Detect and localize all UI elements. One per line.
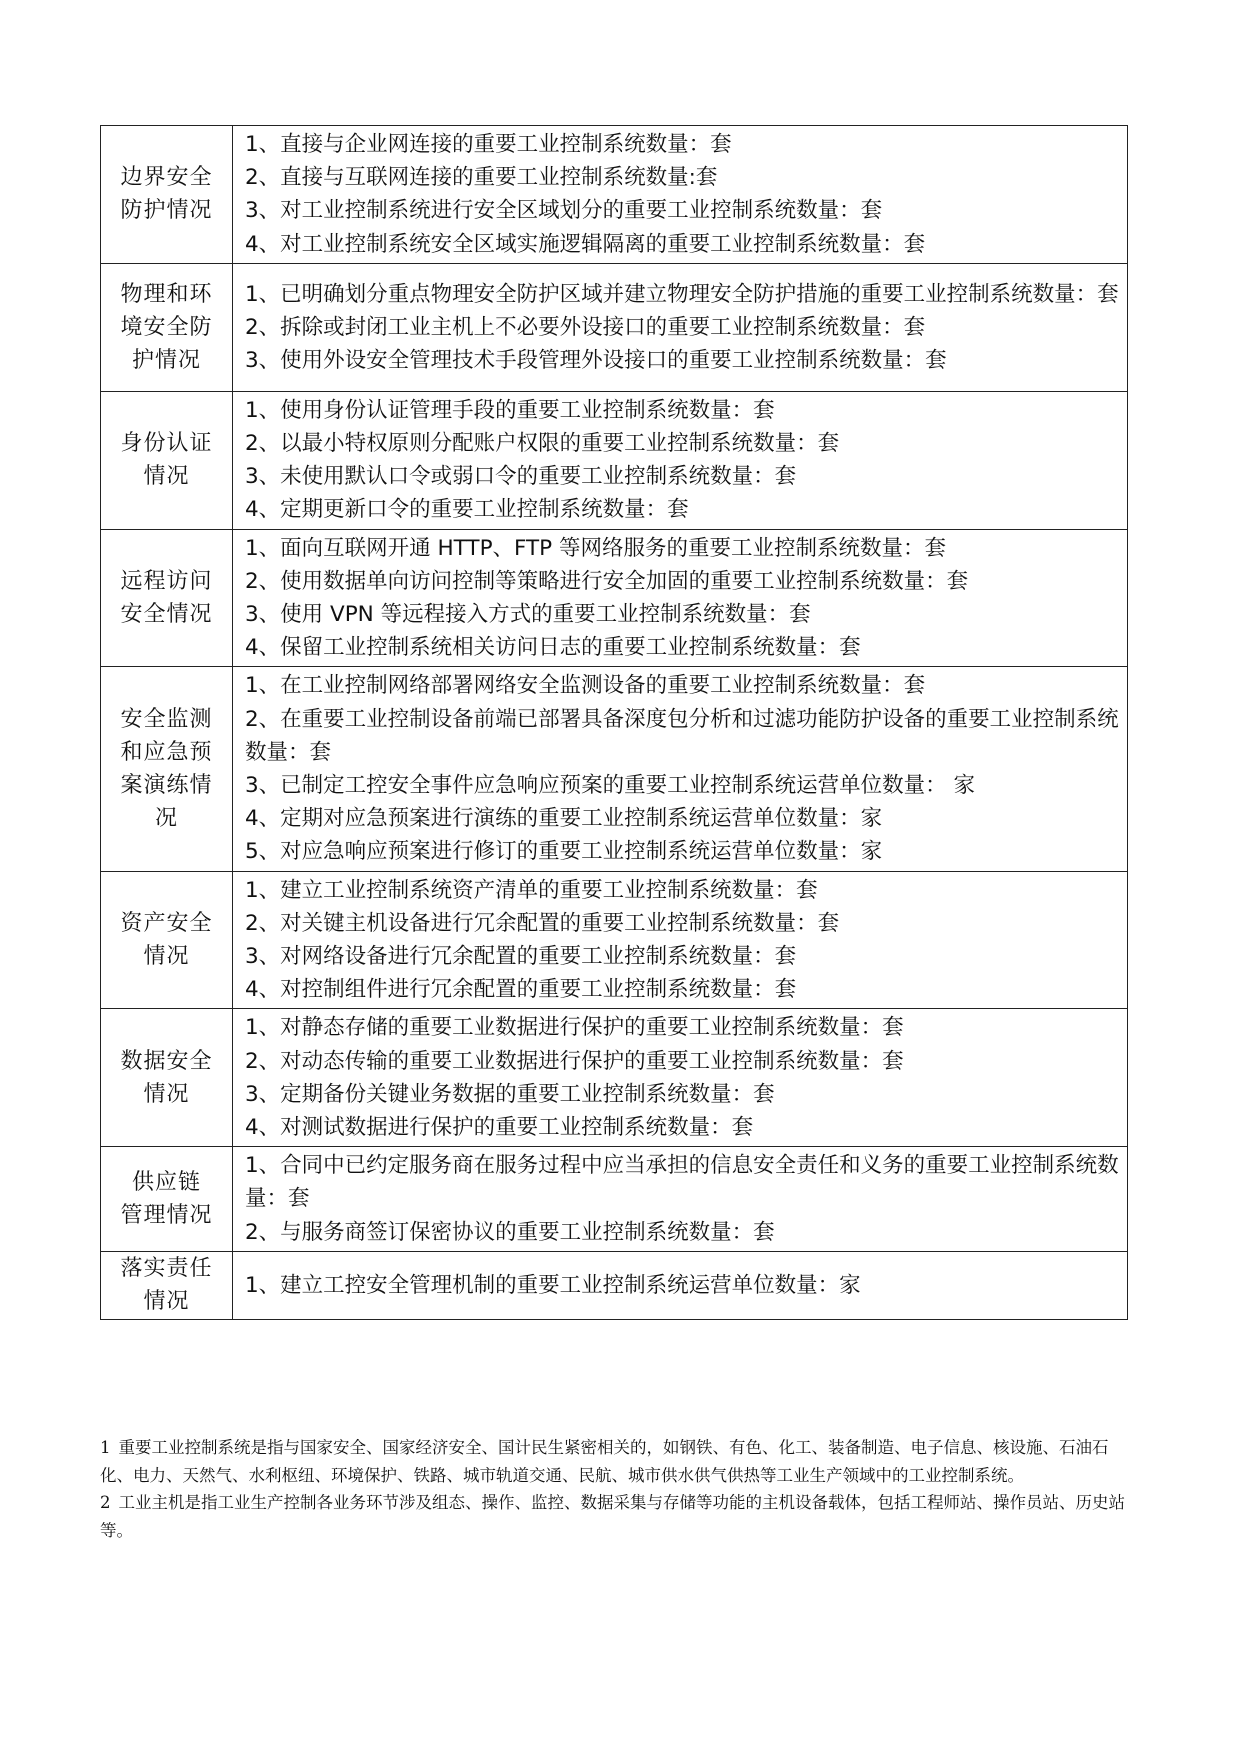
items-cell [233,529,1128,667]
footnote [100,1489,1130,1544]
survey-item: 4、对工业控制系统安全区域实施逻辑隔离的重要工业控制系统数量：套 [245,231,926,257]
survey-item: 1、使用身份认证管理手段的重要工业控制系统数量：套 [245,397,775,423]
category-cell [101,391,233,529]
items-cell [233,667,1128,871]
survey-item: 3、使用 VPN 等远程接入方式的重要工业控制系统数量：套 [245,602,811,628]
survey-item: 1、对静态存储的重要工业数据进行保护的重要工业控制系统数量：套 [245,1015,904,1041]
footnote-text: 重要工业控制系统是指与国家安全、国家经济安全、国计民生紧密相关的，如钢铁、有色、化工、装备制造、电子信息、核设施、石油石化、电力、天然气、水利枢纽、环境保护、铁路、城市轨道交通、民航、城市供水供气供热等工业生产领域中的工业控制系统。 [100,1438,1109,1485]
survey-item: 3、对网络设备进行冗余配置的重要工业控制系统数量：套 [245,944,797,970]
category-cell [101,1009,233,1147]
table-row [101,391,1128,529]
survey-item: 2、直接与互联网连接的重要工业控制系统数量:套 [245,165,718,191]
category-label-line: 案演练情 [120,773,213,799]
survey-item: 5、对应急响应预案进行修订的重要工业控制系统运营单位数量：家 [245,839,883,865]
survey-item: 2、与服务商签订保密协议的重要工业控制系统数量：套 [245,1219,775,1245]
survey-item: 4、定期对应急预案进行演练的重要工业控制系统运营单位数量：家 [245,806,883,832]
survey-item: 4、保留工业控制系统相关访问日志的重要工业控制系统数量：套 [245,635,861,661]
survey-item: 1、直接与企业网连接的重要工业控制系统数量：套 [245,132,732,157]
category-cell [101,1251,233,1319]
survey-item: 1、在工业控制网络部署网络安全监测设备的重要工业控制系统数量：套 [245,673,926,699]
survey-item: 1、建立工控安全管理机制的重要工业控制系统运营单位数量：家 [245,1272,861,1298]
items-cell [233,871,1128,1009]
category-label-line: 和应急预 [120,740,213,766]
table-row [101,263,1128,391]
survey-item: 4、对控制组件进行冗余配置的重要工业控制系统数量：套 [245,977,797,1003]
survey-item: 2、以最小特权原则分配账户权限的重要工业控制系统数量：套 [245,431,840,457]
category-cell [101,1147,233,1252]
category-cell [101,263,233,391]
category-label-line: 情况 [143,464,190,490]
survey-item: 3、对工业控制系统进行安全区域划分的重要工业控制系统数量：套 [245,198,883,224]
category-cell [101,667,233,871]
survey-item: 2、对动态传输的重要工业数据进行保护的重要工业控制系统数量：套 [245,1048,904,1074]
category-label-line: 况 [154,806,178,832]
survey-item: 1、合同中已约定服务商在服务过程中应当承担的信息安全责任和义务的重要工业控制系统数量：套 [245,1153,1119,1212]
category-label-line: 边界安全 [120,165,213,191]
category-label-line: 护情况 [131,347,201,373]
category-cell [101,126,233,264]
survey-item: 2、对关键主机设备进行冗余配置的重要工业控制系统数量：套 [245,910,840,936]
category-label-line: 情况 [143,944,190,970]
table-row [101,1147,1128,1252]
footnote-text: 工业主机是指工业生产控制各业务环节涉及组态、操作、监控、数据采集与存储等功能的主机设备载体，包括工程师站、操作员站、历史站等。 [100,1493,1125,1540]
category-label-line: 境安全防 [120,314,213,340]
survey-item: 3、未使用默认口令或弱口令的重要工业控制系统数量：套 [245,464,797,490]
category-label-line: 管理情况 [120,1203,213,1229]
category-label-line: 安全监测 [120,707,213,733]
table-row [101,871,1128,1009]
items-cell [233,1251,1128,1319]
survey-item: 1、建立工业控制系统资产清单的重要工业控制系统数量：套 [245,877,818,903]
category-label-line: 情况 [143,1081,190,1107]
category-cell [101,529,233,667]
footnote-number: 1 [100,1438,111,1457]
survey-item: 2、使用数据单向访问控制等策略进行安全加固的重要工业控制系统数量：套 [245,568,969,594]
survey-item: 4、定期更新口令的重要工业控制系统数量：套 [245,497,689,523]
items-cell [233,1147,1128,1252]
security-survey-table [100,125,1128,1320]
category-label-line: 安全情况 [120,602,213,628]
category-label-line: 远程访问 [120,569,213,595]
survey-item: 4、对测试数据进行保护的重要工业控制系统数量：套 [245,1115,754,1141]
category-label-line: 供应链 [131,1170,201,1196]
footnotes [100,1434,1130,1544]
survey-item: 2、在重要工业控制设备前端已部署具备深度包分析和过滤功能防护设备的重要工业控制系统数量：套 [245,706,1119,765]
category-label-line: 身份认证 [120,431,213,457]
category-label-line: 落实责任 [120,1256,213,1282]
items-cell [233,126,1128,264]
survey-item: 3、已制定工控安全事件应急响应预案的重要工业控制系统运营单位数量： 家 [245,773,976,799]
category-label-line: 物理和环 [120,281,213,307]
survey-item: 2、拆除或封闭工业主机上不必要外设接口的重要工业控制系统数量：套 [245,314,926,340]
survey-item: 1、已明确划分重点物理安全防护区域并建立物理安全防护措施的重要工业控制系统数量：套 [245,281,1119,307]
table-row [101,529,1128,667]
category-label-line: 防护情况 [120,198,213,224]
category-label-line: 情况 [143,1289,190,1315]
table-row [101,667,1128,871]
footnote-number: 2 [100,1493,111,1512]
category-cell [101,871,233,1009]
items-cell [233,391,1128,529]
items-cell [233,1009,1128,1147]
category-label-line: 数据安全 [120,1048,213,1074]
category-label-line: 资产安全 [120,911,213,937]
footnote [100,1434,1130,1489]
survey-item: 3、定期备份关键业务数据的重要工业控制系统数量：套 [245,1081,775,1107]
table-body [101,126,1128,1320]
table-row [101,1009,1128,1147]
survey-item: 3、使用外设安全管理技术手段管理外设接口的重要工业控制系统数量：套 [245,347,947,373]
table-row [101,126,1128,264]
items-cell [233,263,1128,391]
survey-item: 1、面向互联网开通 HTTP、FTP 等网络服务的重要工业控制系统数量：套 [245,535,946,561]
table-row [101,1251,1128,1319]
